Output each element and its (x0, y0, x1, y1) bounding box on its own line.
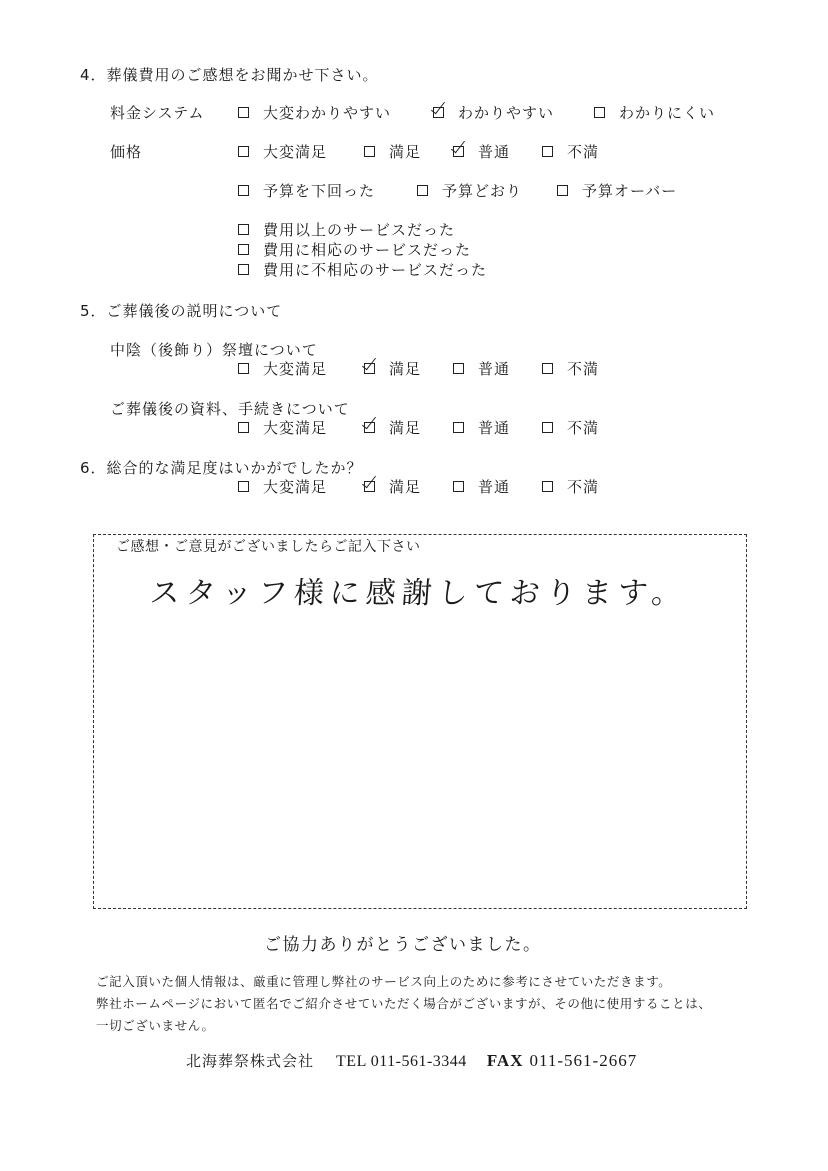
documents-option-3[interactable]: 普通 (453, 417, 510, 438)
service-option-2[interactable]: 費用に相応のサービスだった (238, 239, 471, 260)
budget-option-1[interactable]: 予算を下回った (238, 180, 375, 201)
altar-option-1[interactable]: 大変満足 (238, 358, 327, 379)
altar-label: 中陰（後飾り）祭壇について (110, 341, 318, 359)
checkbox[interactable] (557, 185, 568, 196)
checkbox-checked[interactable] (364, 422, 375, 433)
checkbox-checked[interactable] (433, 107, 444, 118)
thanks-message: ご協力ありがとうございました。 (264, 935, 542, 955)
price-label: 価格 (110, 143, 143, 161)
price-option-3[interactable]: 普通 (453, 141, 510, 162)
checkbox[interactable] (238, 224, 249, 235)
privacy-notice-line-1: ご記入頂いた個人情報は、厳重に管理し弊社のサービス向上のために参考にさせていただきます。 (96, 974, 672, 989)
overall-option-1[interactable]: 大変満足 (238, 476, 327, 497)
altar-option-3[interactable]: 普通 (453, 358, 510, 379)
footer (186, 1050, 637, 1071)
overall-option-2[interactable]: 満足 (364, 476, 421, 497)
checkbox[interactable] (542, 363, 553, 374)
documents-option-2[interactable]: 満足 (364, 417, 421, 438)
handwritten-comment: スタッフ様に感謝しております。 (148, 576, 689, 611)
checkbox-checked[interactable] (364, 363, 375, 374)
documents-option-4[interactable]: 不満 (542, 417, 599, 438)
checkbox[interactable] (417, 185, 428, 196)
question-6-title: 6．総合的な満足度はいかがでしたか？ (80, 459, 363, 477)
checkbox[interactable] (453, 481, 464, 492)
checkbox[interactable] (453, 422, 464, 433)
privacy-notice-line-2: 弊社ホームページにおいて匿名でご紹介させていただく場合がございますが、その他に使用することは、 (96, 996, 712, 1011)
checkbox[interactable] (542, 422, 553, 433)
price-system-option-3[interactable]: わかりにくい (594, 102, 715, 123)
checkbox[interactable] (594, 107, 605, 118)
checkbox[interactable] (238, 363, 249, 374)
altar-option-4[interactable]: 不満 (542, 358, 599, 379)
checkbox[interactable] (238, 244, 249, 255)
checkbox[interactable] (364, 146, 375, 157)
checkbox-checked[interactable] (364, 481, 375, 492)
company-name: 北海葬祭株式会社 (186, 1052, 315, 1070)
privacy-notice-line-3: 一切ございません。 (96, 1018, 215, 1033)
checkbox[interactable] (238, 422, 249, 433)
price-option-4[interactable]: 不満 (542, 141, 599, 162)
checkbox[interactable] (453, 363, 464, 374)
price-system-option-1[interactable]: 大変わかりやすい (238, 102, 391, 123)
question-4-title: 4．葬儀費用のご感想をお聞かせ下さい。 (80, 66, 379, 84)
checkbox[interactable] (238, 264, 249, 275)
checkbox[interactable] (542, 481, 553, 492)
checkbox[interactable] (238, 481, 249, 492)
service-option-3[interactable]: 費用に不相応のサービスだった (238, 259, 487, 280)
budget-option-2[interactable]: 予算どおり (417, 180, 522, 201)
checkbox[interactable] (238, 185, 249, 196)
question-5-title: 5．ご葬儀後の説明について (80, 302, 283, 320)
checkbox[interactable] (542, 146, 553, 157)
tel-number: TEL 011-561-3344 (336, 1053, 467, 1070)
price-option-2[interactable]: 満足 (364, 141, 421, 162)
checkbox-checked[interactable] (453, 146, 464, 157)
checkbox[interactable] (238, 146, 249, 157)
fax-number: 011-561-2667 (529, 1051, 638, 1070)
overall-option-3[interactable]: 普通 (453, 476, 510, 497)
fax-label: FAX (486, 1051, 524, 1070)
service-option-1[interactable]: 費用以上のサービスだった (238, 219, 455, 240)
documents-option-1[interactable]: 大変満足 (238, 417, 327, 438)
budget-option-3[interactable]: 予算オーバー (557, 180, 677, 201)
altar-option-2[interactable]: 満足 (364, 358, 421, 379)
price-system-option-2[interactable]: わかりやすい (433, 102, 554, 123)
price-system-label: 料金システム (110, 104, 205, 122)
price-option-1[interactable]: 大変満足 (238, 141, 327, 162)
comment-title: ご感想・ご意見がございましたらご記入下さい (112, 536, 425, 556)
overall-option-4[interactable]: 不満 (542, 476, 599, 497)
checkbox[interactable] (238, 107, 249, 118)
documents-label: ご葬儀後の資料、手続きについて (110, 400, 350, 418)
